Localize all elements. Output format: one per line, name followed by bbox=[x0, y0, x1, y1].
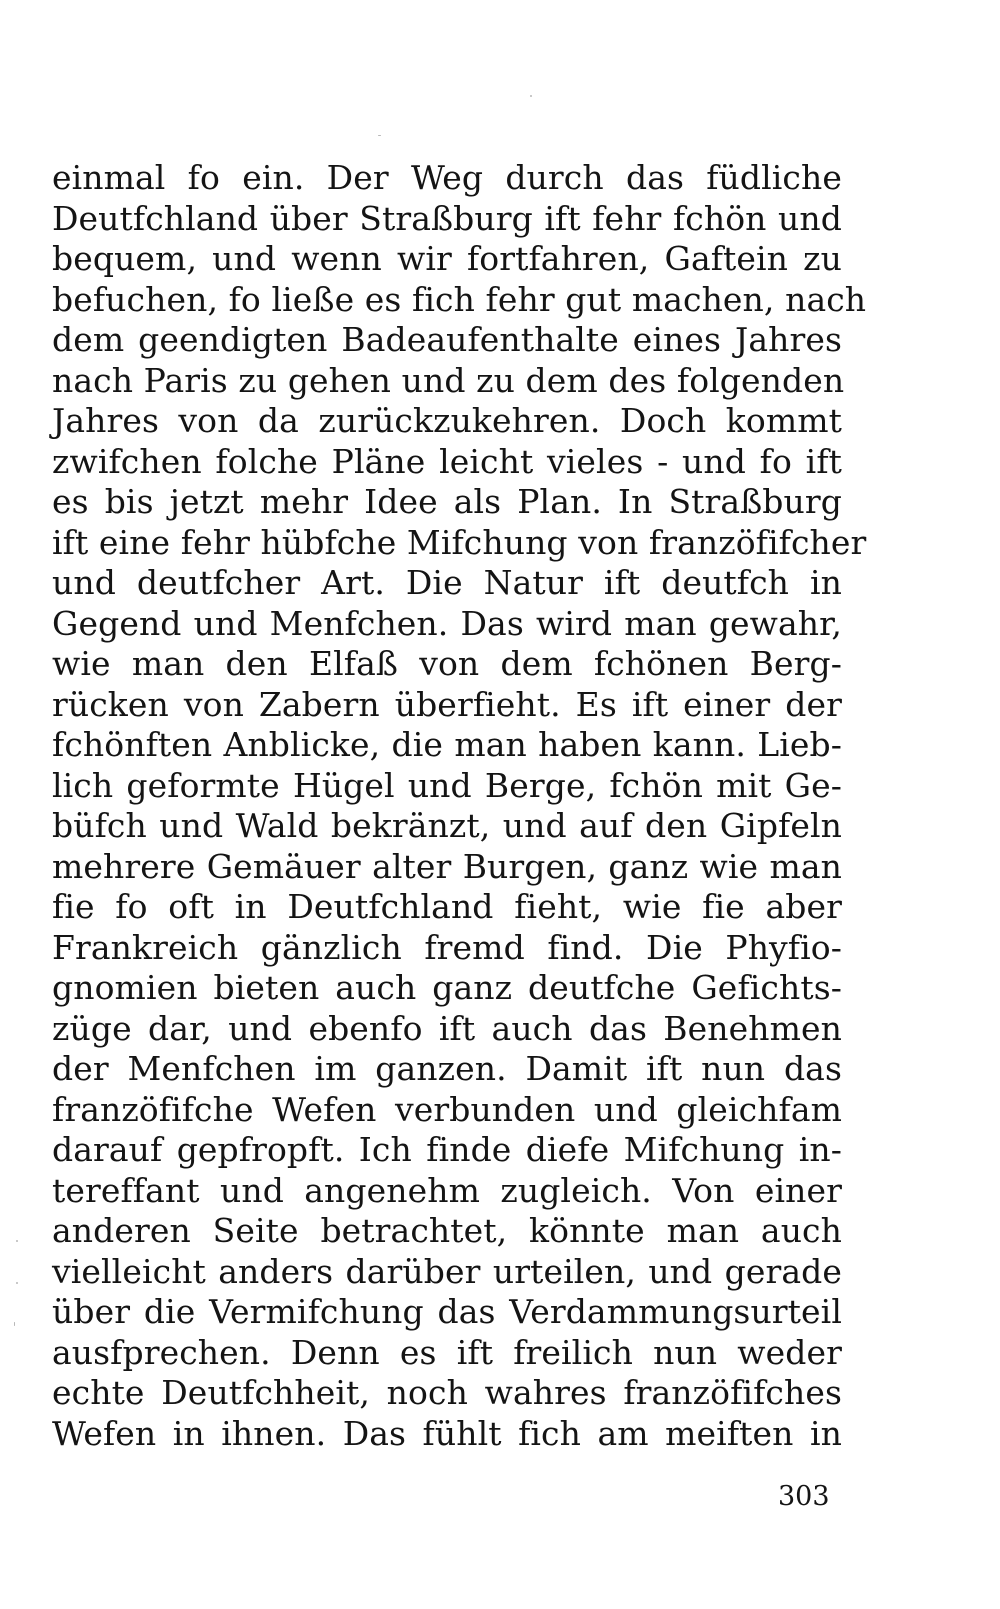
text-line: Jahres von da zurückzukehren. Doch kommt bbox=[52, 401, 842, 440]
text-line: züge dar, und ebenfo ift auch das Benehmen bbox=[52, 1008, 842, 1048]
text-line: befuchen, fo ließe es fich fehr gut machen, nach bbox=[52, 279, 867, 319]
paper-speck bbox=[16, 1240, 18, 1242]
text-line: der Menfchen im ganzen. Damit ift nun das bbox=[52, 1049, 842, 1088]
text-line: ausfprechen. Denn es ift freilich nun weder bbox=[52, 1332, 842, 1372]
text-line: Wefen in ihnen. Das fühlt fich am meiften in bbox=[52, 1413, 842, 1453]
text-line: Frankreich gänzlich fremd find. Die Phyfio- bbox=[52, 927, 842, 967]
text-line: lich geformte Hügel und Berge, fchön mit Ge- bbox=[52, 765, 842, 805]
text-line: rücken von Zabern überfieht. Es ift einer der bbox=[52, 684, 842, 724]
text-line: zwifchen folche Pläne leicht vieles - und fo ift bbox=[52, 441, 842, 481]
text-line: echte Deutfchheit, noch wahres franzöfifches bbox=[52, 1373, 842, 1412]
text-line: anderen Seite betrachtet, könnte man auch bbox=[52, 1211, 842, 1250]
text-line: fie fo oft in Deutfchland fieht, wie fie aber bbox=[52, 887, 842, 926]
text-line: darauf gepfropft. Ich finde diefe Mifchung in- bbox=[52, 1130, 842, 1169]
text-line: mehrere Gemäuer alter Burgen, ganz wie man bbox=[52, 846, 842, 886]
text-line: es bis jetzt mehr Idee als Plan. In Straßburg bbox=[52, 482, 842, 521]
text-line: und deutfcher Art. Die Natur ift deutfch in bbox=[52, 563, 842, 602]
text-line: einmal fo ein. Der Weg durch das füdliche bbox=[52, 158, 842, 197]
paper-speck bbox=[16, 1282, 18, 1284]
text-line: dem geendigten Badeaufenthalte eines Jahres bbox=[52, 320, 842, 359]
body-text bbox=[52, 158, 867, 1454]
paper-speck bbox=[378, 135, 381, 136]
text-line: tereffant und angenehm zugleich. Von einer bbox=[52, 1170, 842, 1210]
text-line: fchönften Anblicke, die man haben kann. Lieb- bbox=[52, 725, 842, 764]
text-line: franzöfifche Wefen verbunden und gleichfam bbox=[52, 1089, 842, 1129]
text-line: Gegend und Menfchen. Das wird man gewahr, bbox=[52, 603, 842, 643]
text-line: nach Paris zu gehen und zu dem des folgenden bbox=[52, 360, 845, 400]
text-line: bequem, und wenn wir fortfahren, Gaftein zu bbox=[52, 239, 842, 278]
page-number: 303 bbox=[778, 1481, 830, 1512]
text-line: wie man den Elfaß von dem fchönen Berg- bbox=[52, 644, 842, 683]
text-line: ift eine fehr hübfche Mifchung von franzöfifcher bbox=[52, 522, 867, 562]
paper-speck bbox=[530, 95, 532, 97]
paper-speck bbox=[14, 1322, 15, 1326]
text-line: büfch und Wald bekränzt, und auf den Gipfeln bbox=[52, 806, 842, 845]
text-line: gnomien bieten auch ganz deutfche Gefichts- bbox=[52, 968, 842, 1007]
text-line: Deutfchland über Straßburg ift fehr fchön und bbox=[52, 198, 842, 238]
text-line: vielleicht anders darüber urteilen, und gerade bbox=[52, 1251, 842, 1291]
text-line: über die Vermifchung das Verdammungsurteil bbox=[52, 1292, 842, 1331]
